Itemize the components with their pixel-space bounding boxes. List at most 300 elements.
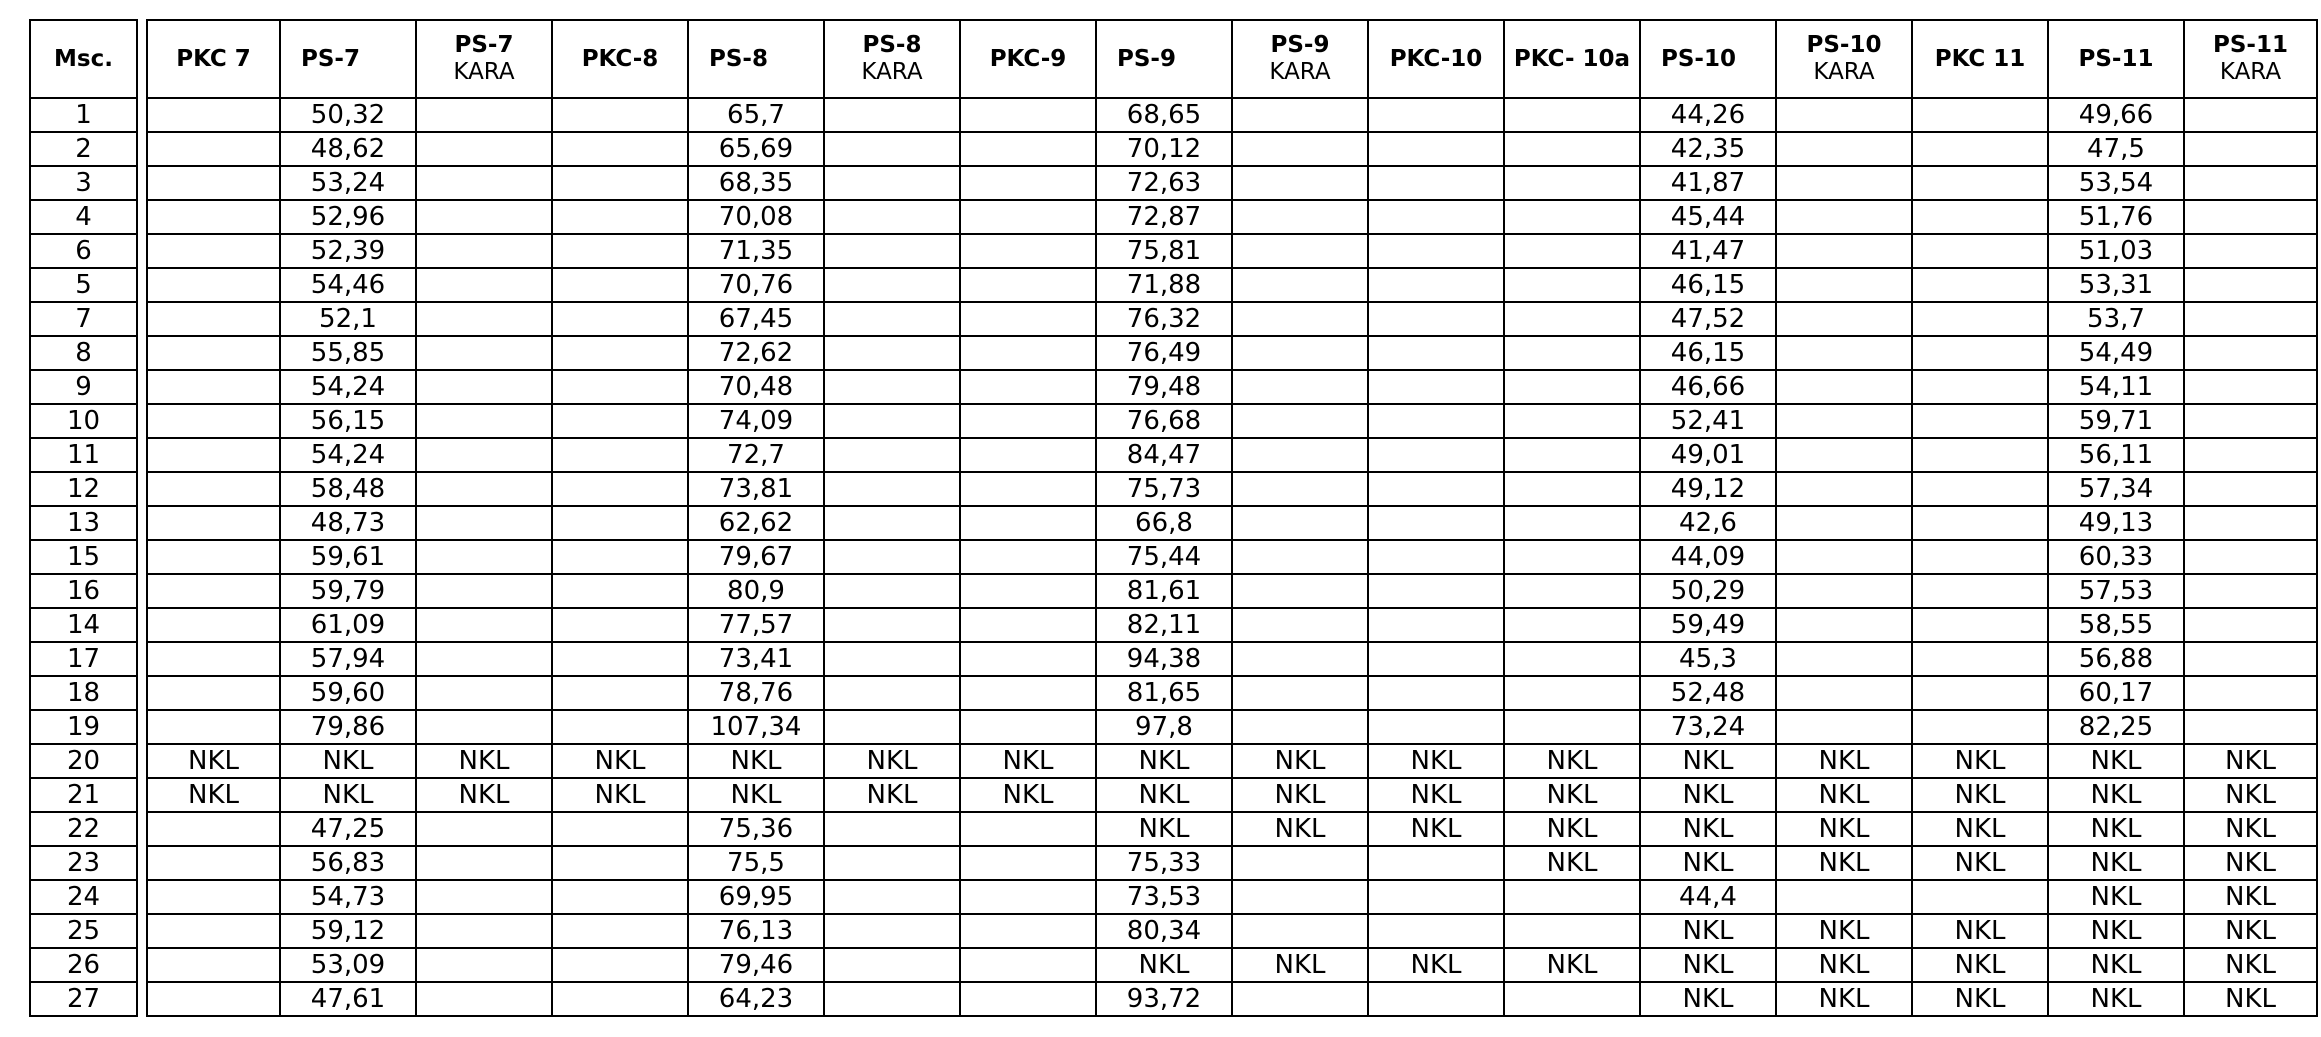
msc-cell: 18 bbox=[30, 676, 137, 710]
table-cell-pkc7 bbox=[147, 234, 280, 268]
column-header-pkc11 bbox=[1912, 20, 2048, 98]
table-cell-pkc8 bbox=[552, 404, 688, 438]
table-cell-pkc7: NKL bbox=[147, 744, 280, 778]
table-cell-pkc7 bbox=[147, 948, 280, 982]
table-cell-ps10: NKL bbox=[1640, 744, 1776, 778]
table-row bbox=[147, 676, 2317, 710]
table-cell-pkc11 bbox=[1912, 98, 2048, 132]
table-cell-ps8k: NKL bbox=[824, 744, 960, 778]
table-cell-pkc11 bbox=[1912, 370, 2048, 404]
table-cell-ps10: 44,4 bbox=[1640, 880, 1776, 914]
table-cell-ps9: 82,11 bbox=[1096, 608, 1232, 642]
table-cell-ps8: 71,35 bbox=[688, 234, 824, 268]
column-header-label: PS-8 bbox=[709, 45, 768, 72]
table-cell-pkc8 bbox=[552, 642, 688, 676]
table-cell-pkc8 bbox=[552, 506, 688, 540]
table-cell-ps8: 70,76 bbox=[688, 268, 824, 302]
table-cell-ps9k bbox=[1232, 234, 1368, 268]
table-cell-ps8k bbox=[824, 540, 960, 574]
table-cell-pkc10: NKL bbox=[1368, 778, 1504, 812]
table-cell-ps7: 53,09 bbox=[280, 948, 416, 982]
table-cell-ps8k bbox=[824, 676, 960, 710]
table-cell-ps9k bbox=[1232, 472, 1368, 506]
table-cell-ps11: NKL bbox=[2048, 812, 2184, 846]
table-cell-pkc10 bbox=[1368, 98, 1504, 132]
table-cell-ps7k bbox=[416, 336, 552, 370]
table-cell-ps7: 61,09 bbox=[280, 608, 416, 642]
table-cell-ps8: 75,5 bbox=[688, 846, 824, 880]
msc-cell: 13 bbox=[30, 506, 137, 540]
table-cell-ps9k: NKL bbox=[1232, 744, 1368, 778]
column-header-ps7 bbox=[280, 20, 416, 98]
table-cell-pkc9 bbox=[960, 642, 1096, 676]
table-cell-ps9k bbox=[1232, 370, 1368, 404]
table-cell-ps10: 44,09 bbox=[1640, 540, 1776, 574]
table-cell-pkc11 bbox=[1912, 404, 2048, 438]
table-cell-ps10k bbox=[1776, 880, 1912, 914]
table-cell-ps10k bbox=[1776, 642, 1912, 676]
table-cell-ps10k bbox=[1776, 200, 1912, 234]
table-cell-pkc8 bbox=[552, 608, 688, 642]
column-header-sublabel: KARA bbox=[1813, 59, 1875, 85]
table-cell-pkc7 bbox=[147, 812, 280, 846]
table-cell-pkc11 bbox=[1912, 234, 2048, 268]
column-header-label: PS-10 bbox=[1661, 45, 1736, 72]
msc-row bbox=[30, 778, 137, 812]
column-header-sublabel: KARA bbox=[861, 59, 923, 85]
column-header-pkc10 bbox=[1368, 20, 1504, 98]
msc-row bbox=[30, 302, 137, 336]
table-cell-ps8k bbox=[824, 982, 960, 1016]
table-cell-ps10: 47,52 bbox=[1640, 302, 1776, 336]
column-header-sublabel: KARA bbox=[1269, 59, 1331, 85]
table-cell-ps7k bbox=[416, 302, 552, 336]
table-cell-pkc10: NKL bbox=[1368, 744, 1504, 778]
table-cell-ps9k bbox=[1232, 880, 1368, 914]
table-cell-pkc7 bbox=[147, 676, 280, 710]
table-cell-pkc10 bbox=[1368, 234, 1504, 268]
table-cell-ps10: 46,15 bbox=[1640, 336, 1776, 370]
table-cell-ps8k bbox=[824, 302, 960, 336]
table-cell-pkc8 bbox=[552, 914, 688, 948]
table-cell-ps9: 76,49 bbox=[1096, 336, 1232, 370]
table-cell-ps8: NKL bbox=[688, 744, 824, 778]
table-cell-pkc10a: NKL bbox=[1504, 846, 1640, 880]
table-cell-ps9k: NKL bbox=[1232, 778, 1368, 812]
table-cell-ps7: 48,73 bbox=[280, 506, 416, 540]
table-cell-ps9: 72,63 bbox=[1096, 166, 1232, 200]
table-cell-ps7k bbox=[416, 132, 552, 166]
msc-row bbox=[30, 166, 137, 200]
table-cell-ps11: 53,7 bbox=[2048, 302, 2184, 336]
table-row bbox=[147, 982, 2317, 1016]
table-cell-ps11k bbox=[2184, 404, 2317, 438]
table-cell-pkc10a: NKL bbox=[1504, 948, 1640, 982]
table-cell-ps10: 73,24 bbox=[1640, 710, 1776, 744]
table-cell-ps10: 41,47 bbox=[1640, 234, 1776, 268]
msc-row bbox=[30, 404, 137, 438]
table-cell-ps11: NKL bbox=[2048, 744, 2184, 778]
table-cell-ps9k bbox=[1232, 676, 1368, 710]
table-cell-ps11k bbox=[2184, 642, 2317, 676]
table-cell-ps7k bbox=[416, 880, 552, 914]
table-cell-ps11k bbox=[2184, 98, 2317, 132]
table-cell-pkc7 bbox=[147, 642, 280, 676]
column-header-sublabel: KARA bbox=[453, 59, 515, 85]
table-row bbox=[147, 914, 2317, 948]
table-row bbox=[147, 574, 2317, 608]
table-cell-ps8: 78,76 bbox=[688, 676, 824, 710]
table-cell-ps11: 56,88 bbox=[2048, 642, 2184, 676]
table-cell-pkc10a bbox=[1504, 642, 1640, 676]
table-cell-ps7: 55,85 bbox=[280, 336, 416, 370]
table-cell-pkc8 bbox=[552, 846, 688, 880]
table-cell-ps11: NKL bbox=[2048, 880, 2184, 914]
table-cell-pkc9 bbox=[960, 404, 1096, 438]
table-cell-ps9: 81,65 bbox=[1096, 676, 1232, 710]
table-cell-pkc8 bbox=[552, 438, 688, 472]
msc-row bbox=[30, 200, 137, 234]
table-cell-ps8k bbox=[824, 506, 960, 540]
table-cell-pkc11: NKL bbox=[1912, 812, 2048, 846]
table-cell-ps11k: NKL bbox=[2184, 948, 2317, 982]
table-cell-ps8k bbox=[824, 268, 960, 302]
table-cell-ps7: 52,39 bbox=[280, 234, 416, 268]
table-cell-ps11: 57,34 bbox=[2048, 472, 2184, 506]
table-cell-pkc10a bbox=[1504, 336, 1640, 370]
table-cell-pkc10a bbox=[1504, 472, 1640, 506]
table-cell-ps9: 79,48 bbox=[1096, 370, 1232, 404]
table-cell-pkc10 bbox=[1368, 710, 1504, 744]
table-cell-ps7: NKL bbox=[280, 744, 416, 778]
table-cell-ps8k bbox=[824, 472, 960, 506]
msc-row bbox=[30, 540, 137, 574]
table-cell-ps8: 62,62 bbox=[688, 506, 824, 540]
table-cell-ps7: 54,24 bbox=[280, 438, 416, 472]
table-cell-ps7k: NKL bbox=[416, 778, 552, 812]
table-cell-ps7: 59,60 bbox=[280, 676, 416, 710]
table-cell-pkc9 bbox=[960, 234, 1096, 268]
table-cell-ps10k: NKL bbox=[1776, 778, 1912, 812]
table-cell-pkc10a bbox=[1504, 676, 1640, 710]
table-cell-ps10: 42,35 bbox=[1640, 132, 1776, 166]
table-cell-ps10: 44,26 bbox=[1640, 98, 1776, 132]
table-cell-ps9k bbox=[1232, 574, 1368, 608]
msc-cell: 16 bbox=[30, 574, 137, 608]
table-cell-pkc7 bbox=[147, 506, 280, 540]
table-cell-pkc9 bbox=[960, 132, 1096, 166]
table-cell-ps10k bbox=[1776, 132, 1912, 166]
table-cell-ps11: 82,25 bbox=[2048, 710, 2184, 744]
table-row bbox=[147, 710, 2317, 744]
msc-cell: 1 bbox=[30, 98, 137, 132]
msc-cell: 19 bbox=[30, 710, 137, 744]
table-cell-ps8: 70,08 bbox=[688, 200, 824, 234]
table-cell-ps11k bbox=[2184, 506, 2317, 540]
msc-row bbox=[30, 812, 137, 846]
table-cell-ps8: 64,23 bbox=[688, 982, 824, 1016]
table-cell-pkc8: NKL bbox=[552, 778, 688, 812]
table-cell-pkc7 bbox=[147, 880, 280, 914]
table-cell-ps9: 73,53 bbox=[1096, 880, 1232, 914]
table-cell-ps7: 54,73 bbox=[280, 880, 416, 914]
table-cell-ps11: 51,03 bbox=[2048, 234, 2184, 268]
table-cell-pkc7 bbox=[147, 98, 280, 132]
table-cell-pkc9 bbox=[960, 336, 1096, 370]
table-cell-pkc10 bbox=[1368, 846, 1504, 880]
table-cell-ps10k bbox=[1776, 302, 1912, 336]
column-header-pkc9 bbox=[960, 20, 1096, 98]
msc-cell: 10 bbox=[30, 404, 137, 438]
table-cell-ps9: 75,33 bbox=[1096, 846, 1232, 880]
table-cell-ps8: 65,69 bbox=[688, 132, 824, 166]
table-cell-pkc9 bbox=[960, 98, 1096, 132]
column-header-ps11k bbox=[2184, 20, 2317, 98]
table-cell-pkc11 bbox=[1912, 676, 2048, 710]
table-cell-ps10: 42,6 bbox=[1640, 506, 1776, 540]
table-cell-ps10: 52,41 bbox=[1640, 404, 1776, 438]
table-cell-ps9k bbox=[1232, 914, 1368, 948]
table-cell-ps9: 97,8 bbox=[1096, 710, 1232, 744]
msc-cell: 6 bbox=[30, 234, 137, 268]
table-row bbox=[147, 540, 2317, 574]
table-cell-ps7: NKL bbox=[280, 778, 416, 812]
table-cell-pkc8 bbox=[552, 982, 688, 1016]
table-cell-ps8k bbox=[824, 200, 960, 234]
table-cell-pkc10a: NKL bbox=[1504, 778, 1640, 812]
table-row bbox=[147, 234, 2317, 268]
table-cell-ps9: 68,65 bbox=[1096, 98, 1232, 132]
column-header-ps7k bbox=[416, 20, 552, 98]
msc-row bbox=[30, 676, 137, 710]
table-cell-ps8k bbox=[824, 438, 960, 472]
table-cell-pkc7 bbox=[147, 574, 280, 608]
table-cell-pkc11: NKL bbox=[1912, 744, 2048, 778]
table-cell-pkc11: NKL bbox=[1912, 982, 2048, 1016]
table-cell-ps9: 72,87 bbox=[1096, 200, 1232, 234]
table-cell-ps9: 81,61 bbox=[1096, 574, 1232, 608]
table-cell-pkc7 bbox=[147, 710, 280, 744]
table-cell-ps11: 58,55 bbox=[2048, 608, 2184, 642]
table-cell-pkc11 bbox=[1912, 710, 2048, 744]
table-cell-ps8k bbox=[824, 370, 960, 404]
table-cell-pkc7 bbox=[147, 302, 280, 336]
table-cell-ps8: 67,45 bbox=[688, 302, 824, 336]
column-header-ps11 bbox=[2048, 20, 2184, 98]
msc-row bbox=[30, 642, 137, 676]
table-cell-ps11: 51,76 bbox=[2048, 200, 2184, 234]
table-cell-ps9k bbox=[1232, 132, 1368, 166]
table-cell-pkc10a bbox=[1504, 302, 1640, 336]
table-cell-ps10k bbox=[1776, 608, 1912, 642]
table-cell-ps7k bbox=[416, 438, 552, 472]
table-cell-pkc11 bbox=[1912, 166, 2048, 200]
table-cell-ps9k bbox=[1232, 98, 1368, 132]
table-cell-ps7k bbox=[416, 540, 552, 574]
table-cell-ps11: 47,5 bbox=[2048, 132, 2184, 166]
column-header-label: PKC-10 bbox=[1389, 45, 1483, 72]
table-cell-pkc10 bbox=[1368, 370, 1504, 404]
msc-row bbox=[30, 710, 137, 744]
table-cell-pkc7: NKL bbox=[147, 778, 280, 812]
table-cell-ps8: 73,81 bbox=[688, 472, 824, 506]
msc-cell: 22 bbox=[30, 812, 137, 846]
table-cell-ps11: 53,31 bbox=[2048, 268, 2184, 302]
table-cell-ps8k bbox=[824, 914, 960, 948]
msc-cell: 11 bbox=[30, 438, 137, 472]
table-row bbox=[147, 506, 2317, 540]
table-cell-ps8k bbox=[824, 880, 960, 914]
msc-row bbox=[30, 234, 137, 268]
msc-cell: 21 bbox=[30, 778, 137, 812]
msc-row bbox=[30, 268, 137, 302]
table-cell-ps7: 59,61 bbox=[280, 540, 416, 574]
table-row bbox=[147, 778, 2317, 812]
table-cell-ps11k: NKL bbox=[2184, 982, 2317, 1016]
table-cell-pkc10 bbox=[1368, 982, 1504, 1016]
table-cell-ps7k bbox=[416, 200, 552, 234]
table-cell-ps11k bbox=[2184, 268, 2317, 302]
column-header-label: PS-7 bbox=[454, 32, 514, 58]
column-header-ps9 bbox=[1096, 20, 1232, 98]
table-cell-pkc11 bbox=[1912, 268, 2048, 302]
table-cell-pkc8: NKL bbox=[552, 744, 688, 778]
table-cell-pkc11 bbox=[1912, 574, 2048, 608]
table-cell-ps8k bbox=[824, 710, 960, 744]
msc-cell: 7 bbox=[30, 302, 137, 336]
table-cell-ps10k bbox=[1776, 404, 1912, 438]
table-cell-ps7k: NKL bbox=[416, 744, 552, 778]
table-cell-ps11: 56,11 bbox=[2048, 438, 2184, 472]
column-header-label: PKC 11 bbox=[1934, 45, 2026, 72]
table-cell-ps8k bbox=[824, 336, 960, 370]
table-cell-ps9k: NKL bbox=[1232, 812, 1368, 846]
table-cell-ps11k bbox=[2184, 438, 2317, 472]
table-cell-ps7k bbox=[416, 710, 552, 744]
table-cell-ps9k bbox=[1232, 710, 1368, 744]
table-cell-pkc7 bbox=[147, 608, 280, 642]
table-cell-ps11k: NKL bbox=[2184, 778, 2317, 812]
table-cell-ps7: 54,46 bbox=[280, 268, 416, 302]
table-cell-ps9: 80,34 bbox=[1096, 914, 1232, 948]
table-cell-ps7k bbox=[416, 166, 552, 200]
table-cell-ps10k: NKL bbox=[1776, 948, 1912, 982]
table-cell-pkc9 bbox=[960, 608, 1096, 642]
table-cell-ps9: NKL bbox=[1096, 948, 1232, 982]
table-cell-ps9k bbox=[1232, 540, 1368, 574]
table-cell-ps7: 58,48 bbox=[280, 472, 416, 506]
msc-cell: 23 bbox=[30, 846, 137, 880]
table-cell-ps8: 77,57 bbox=[688, 608, 824, 642]
table-cell-ps10: 45,44 bbox=[1640, 200, 1776, 234]
table-cell-ps10: NKL bbox=[1640, 948, 1776, 982]
msc-cell: 12 bbox=[30, 472, 137, 506]
msc-cell: 15 bbox=[30, 540, 137, 574]
table-cell-pkc10 bbox=[1368, 404, 1504, 438]
table-cell-pkc11: NKL bbox=[1912, 948, 2048, 982]
table-cell-ps9: 76,68 bbox=[1096, 404, 1232, 438]
table-cell-pkc10a bbox=[1504, 982, 1640, 1016]
table-cell-pkc9 bbox=[960, 846, 1096, 880]
table-row bbox=[147, 744, 2317, 778]
table-cell-ps7k bbox=[416, 370, 552, 404]
table-cell-ps8: 68,35 bbox=[688, 166, 824, 200]
table-cell-pkc7 bbox=[147, 540, 280, 574]
table-cell-pkc10 bbox=[1368, 200, 1504, 234]
table-cell-pkc10a bbox=[1504, 506, 1640, 540]
column-header-ps8 bbox=[688, 20, 824, 98]
table-cell-pkc8 bbox=[552, 200, 688, 234]
table-cell-ps10: 45,3 bbox=[1640, 642, 1776, 676]
column-header-label: PKC- 10a bbox=[1513, 45, 1631, 72]
msc-row bbox=[30, 472, 137, 506]
msc-row bbox=[30, 98, 137, 132]
table-cell-ps11: NKL bbox=[2048, 948, 2184, 982]
table-cell-pkc10: NKL bbox=[1368, 948, 1504, 982]
table-cell-ps11k: NKL bbox=[2184, 846, 2317, 880]
table-cell-ps7: 79,86 bbox=[280, 710, 416, 744]
table-cell-pkc10a bbox=[1504, 200, 1640, 234]
table-cell-ps11: NKL bbox=[2048, 914, 2184, 948]
table-cell-pkc8 bbox=[552, 234, 688, 268]
table-cell-ps9: 75,73 bbox=[1096, 472, 1232, 506]
msc-cell: 3 bbox=[30, 166, 137, 200]
column-header-pkc8 bbox=[552, 20, 688, 98]
table-cell-ps7: 53,24 bbox=[280, 166, 416, 200]
table-cell-ps7: 54,24 bbox=[280, 370, 416, 404]
table-cell-pkc8 bbox=[552, 880, 688, 914]
table-cell-ps11k: NKL bbox=[2184, 914, 2317, 948]
table-cell-pkc10 bbox=[1368, 914, 1504, 948]
table-cell-pkc10a bbox=[1504, 370, 1640, 404]
table-cell-pkc7 bbox=[147, 336, 280, 370]
table-cell-ps10k bbox=[1776, 710, 1912, 744]
table-cell-ps8k bbox=[824, 98, 960, 132]
table-cell-ps7: 50,32 bbox=[280, 98, 416, 132]
table-cell-ps7k bbox=[416, 472, 552, 506]
table-row bbox=[147, 404, 2317, 438]
table-cell-pkc7 bbox=[147, 132, 280, 166]
table-cell-pkc11 bbox=[1912, 642, 2048, 676]
table-cell-ps7k bbox=[416, 914, 552, 948]
table-cell-pkc10 bbox=[1368, 302, 1504, 336]
table-row bbox=[147, 472, 2317, 506]
table-cell-pkc11 bbox=[1912, 200, 2048, 234]
table-cell-pkc11 bbox=[1912, 438, 2048, 472]
table-cell-ps9k bbox=[1232, 982, 1368, 1016]
msc-cell: 20 bbox=[30, 744, 137, 778]
table-cell-ps7k bbox=[416, 846, 552, 880]
table-cell-pkc10 bbox=[1368, 880, 1504, 914]
table-cell-pkc11 bbox=[1912, 540, 2048, 574]
table-cell-ps10k bbox=[1776, 370, 1912, 404]
table-cell-pkc10a bbox=[1504, 710, 1640, 744]
table-cell-ps11k bbox=[2184, 370, 2317, 404]
table-cell-ps10k bbox=[1776, 234, 1912, 268]
table-cell-ps11k bbox=[2184, 166, 2317, 200]
table-cell-pkc8 bbox=[552, 268, 688, 302]
table-cell-ps8: 76,13 bbox=[688, 914, 824, 948]
table-cell-ps10: 52,48 bbox=[1640, 676, 1776, 710]
table-cell-ps7: 59,12 bbox=[280, 914, 416, 948]
table-cell-ps7k bbox=[416, 812, 552, 846]
table-cell-pkc10a bbox=[1504, 574, 1640, 608]
table-cell-ps7: 56,15 bbox=[280, 404, 416, 438]
measurement-table bbox=[146, 19, 2318, 1017]
table-cell-pkc10 bbox=[1368, 608, 1504, 642]
table-cell-ps9: NKL bbox=[1096, 778, 1232, 812]
table-cell-ps9k bbox=[1232, 336, 1368, 370]
